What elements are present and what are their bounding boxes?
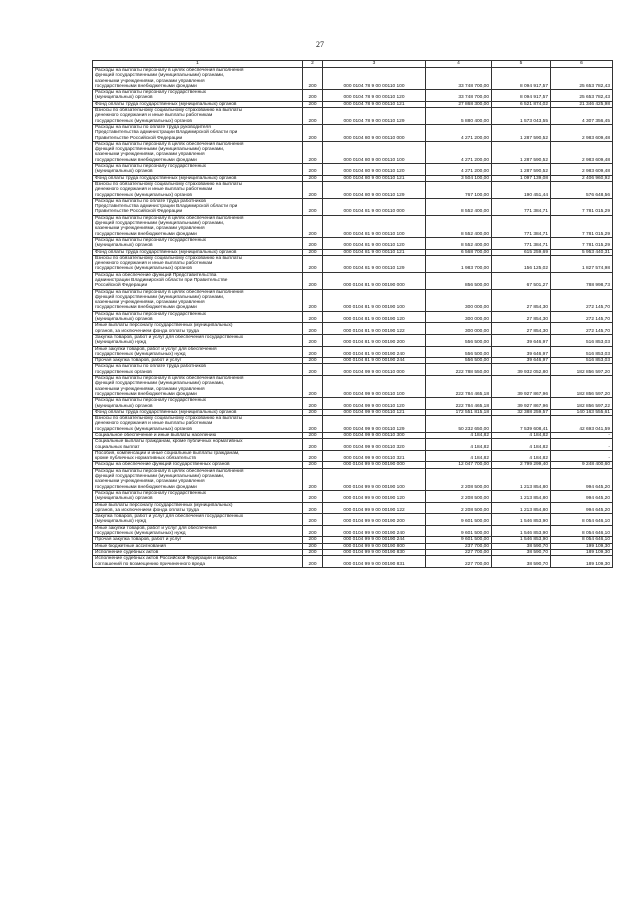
- line-code-cell: 200: [303, 462, 323, 468]
- executed-amount-cell: 39 646,97: [492, 358, 551, 364]
- table-row: [93, 249, 613, 255]
- approved-amount-cell: 227 700,00: [426, 549, 492, 555]
- executed-amount-cell: 38 590,70: [492, 549, 551, 555]
- executed-amount-cell: 1 546 853,90: [492, 514, 551, 526]
- table-row: [93, 311, 613, 323]
- line-code-cell: 200: [303, 249, 323, 255]
- unexecuted-amount-cell: 788 998,73: [551, 272, 613, 289]
- expense-description-cell: Пособия, компенсации и иные социальные выплаты гражданам, кроме публичных нормативных обязательств: [93, 450, 303, 462]
- expense-description-cell: Фонд оплаты труда государственных (муниципальных) органов: [93, 249, 303, 255]
- budget-classification-code-cell: 000 0104 81 9 00 00110 129: [323, 255, 426, 272]
- line-code-cell: 200: [303, 255, 323, 272]
- executed-amount-cell: 39 932 052,80: [492, 364, 551, 376]
- budget-classification-code-cell: 000 0104 81 9 00 00110 100: [323, 215, 426, 237]
- approved-amount-cell: 4 271 200,00: [426, 124, 492, 141]
- table-row: [93, 346, 613, 358]
- expense-description-cell: Расходы на выплаты персоналу в целях обеспечения выполнения функций государственными (муниципальными) органами, казенными учреждениями, органами управления государственными внебюджетными фондами: [93, 141, 303, 163]
- expense-description-cell: Прочая закупка товаров, работ и услуг: [93, 358, 303, 364]
- table-row: [93, 537, 613, 543]
- executed-amount-cell: 39 927 867,96: [492, 398, 551, 410]
- approved-amount-cell: 4 184,82: [426, 450, 492, 462]
- executed-amount-cell: 67 501,27: [492, 272, 551, 289]
- executed-amount-cell: 27 854,30: [492, 289, 551, 311]
- executed-amount-cell: 39 927 867,96: [492, 376, 551, 398]
- line-code-cell: 200: [303, 549, 323, 555]
- header-row: [93, 61, 613, 68]
- expense-description-cell: Расходы на выплаты персоналу в целях обеспечения выполнения функций государственными (муниципальными) органами, казенными учреждениями, органами управления государственными внебюджетными фондами: [93, 68, 303, 90]
- executed-amount-cell: 1 213 854,80: [492, 490, 551, 502]
- approved-amount-cell: 9 601 500,00: [426, 525, 492, 537]
- table-row: [93, 416, 613, 433]
- table-row: [93, 90, 613, 102]
- approved-amount-cell: 300 000,00: [426, 311, 492, 323]
- budget-classification-code-cell: 000 0104 80 9 00 00110 100: [323, 141, 426, 163]
- budget-classification-code-cell: 000 0104 78 9 00 00110 120: [323, 90, 426, 102]
- table-row: [93, 364, 613, 376]
- budget-classification-code-cell: 000 0104 99 9 00 00110 129: [323, 416, 426, 433]
- unexecuted-amount-cell: 9 248 400,60: [551, 462, 613, 468]
- budget-classification-code-cell: 000 0104 80 9 00 00110 129: [323, 181, 426, 198]
- budget-classification-code-cell: 000 0104 80 9 00 00110 121: [323, 175, 426, 181]
- unexecuted-amount-cell: -: [551, 433, 613, 439]
- unexecuted-amount-cell: 1 827 574,98: [551, 255, 613, 272]
- executed-amount-cell: 27 854,30: [492, 323, 551, 335]
- unexecuted-amount-cell: 516 853,03: [551, 346, 613, 358]
- approved-amount-cell: 300 000,00: [426, 323, 492, 335]
- table-row: [93, 450, 613, 462]
- header-cell-4: 4: [426, 61, 492, 68]
- table-row: [93, 468, 613, 490]
- budget-classification-code-cell: 000 0104 80 9 00 00110 120: [323, 164, 426, 176]
- expense-description-cell: Социальные выплаты гражданам, кроме публичных нормативных социальных выплат: [93, 439, 303, 451]
- line-code-cell: 200: [303, 433, 323, 439]
- budget-classification-code-cell: 000 0104 99 9 00 00110 121: [323, 409, 426, 415]
- unexecuted-amount-cell: 21 346 425,98: [551, 101, 613, 107]
- approved-amount-cell: 172 551 815,18: [426, 409, 492, 415]
- expense-description-cell: Иные закупки товаров, работ и услуг для обеспечения государственных (муниципальных) нужд: [93, 525, 303, 537]
- expense-description-cell: Иные закупки товаров, работ и услуг для обеспечения государственных (муниципальных) нужд: [93, 346, 303, 358]
- unexecuted-amount-cell: 2 983 609,48: [551, 124, 613, 141]
- table-row: [93, 175, 613, 181]
- approved-amount-cell: 3 504 100,00: [426, 175, 492, 181]
- approved-amount-cell: 12 047 700,00: [426, 462, 492, 468]
- executed-amount-cell: 1 573 043,55: [492, 108, 551, 125]
- expense-description-cell: Расходы на выплаты персоналу государственных (муниципальных) органов: [93, 490, 303, 502]
- unexecuted-amount-cell: 576 648,56: [551, 181, 613, 198]
- table-row: [93, 108, 613, 125]
- table-row: [93, 289, 613, 311]
- executed-amount-cell: 4 184,82: [492, 439, 551, 451]
- approved-amount-cell: 8 552 400,00: [426, 198, 492, 215]
- approved-amount-cell: 1 983 700,00: [426, 255, 492, 272]
- line-code-cell: 200: [303, 525, 323, 537]
- budget-classification-code-cell: 000 0104 99 9 00 00190 000: [323, 462, 426, 468]
- budget-classification-code-cell: 000 0104 99 9 00 00110 320: [323, 439, 426, 451]
- budget-classification-code-cell: 000 0104 99 9 00 00190 122: [323, 502, 426, 514]
- expense-description-cell: Фонд оплаты труда государственных (муниципальных) органов: [93, 101, 303, 107]
- approved-amount-cell: 4 184,82: [426, 433, 492, 439]
- table-row: [93, 490, 613, 502]
- executed-amount-cell: 27 854,30: [492, 311, 551, 323]
- table-row: [93, 358, 613, 364]
- approved-amount-cell: 9 601 500,00: [426, 537, 492, 543]
- expense-description-cell: Расходы на обеспечение функций Представительства администрации Владимирской области при Правительстве Российской Федерации: [93, 272, 303, 289]
- line-code-cell: 200: [303, 334, 323, 346]
- table-row: [93, 556, 613, 568]
- table-row: [93, 334, 613, 346]
- unexecuted-amount-cell: 2 983 609,48: [551, 141, 613, 163]
- expense-description-cell: Расходы на обеспечение функций государственных органов: [93, 462, 303, 468]
- table-row: [93, 68, 613, 90]
- approved-amount-cell: 227 700,00: [426, 556, 492, 568]
- expense-description-cell: Взносы по обязательному социальному страхованию на выплаты денежного содержания и иные выплаты работникам государственных (муниципальных) органов: [93, 416, 303, 433]
- budget-classification-code-cell: 000 0104 78 9 00 00110 100: [323, 68, 426, 90]
- line-code-cell: 200: [303, 358, 323, 364]
- expense-description-cell: Взносы по обязательному социальному страхованию на выплаты денежного содержания и иные выплаты работникам государственных (муниципальных) органов: [93, 108, 303, 125]
- unexecuted-amount-cell: 516 853,03: [551, 358, 613, 364]
- budget-classification-code-cell: 000 0104 99 9 00 00110 000: [323, 364, 426, 376]
- expense-description-cell: Расходы на выплаты персоналу государственных (муниципальных) органов: [93, 311, 303, 323]
- budget-classification-code-cell: 000 0104 99 9 00 00110 120: [323, 398, 426, 410]
- unexecuted-amount-cell: 25 653 782,43: [551, 90, 613, 102]
- table-row: [93, 439, 613, 451]
- table-row: [93, 376, 613, 398]
- executed-amount-cell: 1 213 854,80: [492, 502, 551, 514]
- expense-description-cell: Взносы по обязательному социальному страхованию на выплаты денежного содержания и иные выплаты работникам государственных (муниципальных) органов: [93, 255, 303, 272]
- budget-classification-code-cell: 000 0104 99 9 00 00190 244: [323, 537, 426, 543]
- expense-description-cell: Расходы на выплаты персоналу государственных (муниципальных) органов: [93, 90, 303, 102]
- unexecuted-amount-cell: 182 856 597,20: [551, 376, 613, 398]
- expense-description-cell: Иные выплаты персоналу государственных (муниципальных) органов, за исключением фонда оплаты труда: [93, 502, 303, 514]
- header-cell-5: 5: [492, 61, 551, 68]
- budget-classification-code-cell: 000 0104 99 9 00 00190 830: [323, 549, 426, 555]
- budget-classification-code-cell: 000 0104 81 9 00 00110 121: [323, 249, 426, 255]
- unexecuted-amount-cell: 5 953 440,31: [551, 249, 613, 255]
- line-code-cell: 200: [303, 450, 323, 462]
- table-row: [93, 215, 613, 237]
- approved-amount-cell: 33 748 700,00: [426, 68, 492, 90]
- approved-amount-cell: 856 500,00: [426, 272, 492, 289]
- approved-amount-cell: 9 601 500,00: [426, 514, 492, 526]
- budget-classification-code-cell: 000 0104 81 9 00 00190 244: [323, 358, 426, 364]
- expense-description-cell: Расходы на выплаты персоналу в целях обеспечения выполнения функций государственными (муниципальными) органами, казенными учреждениями, органами управления государственными внебюджетными фондами: [93, 376, 303, 398]
- header-cell-2: 2: [303, 61, 323, 68]
- table-row: [93, 198, 613, 215]
- line-code-cell: 200: [303, 108, 323, 125]
- unexecuted-amount-cell: 2 983 609,48: [551, 164, 613, 176]
- unexecuted-amount-cell: 272 145,70: [551, 323, 613, 335]
- executed-amount-cell: 1 287 590,52: [492, 141, 551, 163]
- approved-amount-cell: 222 788 550,00: [426, 364, 492, 376]
- approved-amount-cell: 50 232 650,00: [426, 416, 492, 433]
- table-row: [93, 141, 613, 163]
- line-code-cell: 200: [303, 124, 323, 141]
- table-row: [93, 237, 613, 249]
- expense-description-cell: Фонд оплаты труда государственных (муниципальных) органов: [93, 175, 303, 181]
- expense-description-cell: Расходы на выплаты персоналу государственных (муниципальных) органов: [93, 164, 303, 176]
- expense-description-cell: Расходы на выплаты по оплате труда работников Представительства администрации Владимирской области при Правительстве Российской Федерации: [93, 198, 303, 215]
- line-code-cell: 200: [303, 376, 323, 398]
- table-row: [93, 502, 613, 514]
- executed-amount-cell: 8 094 917,57: [492, 68, 551, 90]
- unexecuted-amount-cell: 182 856 597,22: [551, 398, 613, 410]
- header-cell-6: 6: [551, 61, 613, 68]
- line-code-cell: 200: [303, 468, 323, 490]
- approved-amount-cell: 222 784 465,18: [426, 398, 492, 410]
- unexecuted-amount-cell: 199 109,30: [551, 543, 613, 549]
- unexecuted-amount-cell: 516 853,03: [551, 334, 613, 346]
- budget-classification-code-cell: 000 0104 81 9 00 00110 120: [323, 237, 426, 249]
- unexecuted-amount-cell: 994 645,20: [551, 502, 613, 514]
- expense-description-cell: Расходы на выплаты персоналу в целях обеспечения выполнения функций государственными (муниципальными) органами, казенными учреждениями, органами управления государственными внебюджетными фондами: [93, 289, 303, 311]
- line-code-cell: 200: [303, 490, 323, 502]
- unexecuted-amount-cell: 189 109,30: [551, 549, 613, 555]
- executed-amount-cell: 2 799 299,40: [492, 462, 551, 468]
- approved-amount-cell: 2 208 500,00: [426, 490, 492, 502]
- expense-description-cell: Иные бюджетные ассигнования: [93, 543, 303, 549]
- executed-amount-cell: 771 384,71: [492, 237, 551, 249]
- expense-description-cell: Расходы на выплаты по оплате труда руководителя Представительства администрации Владимирской области при Правительстве Российской Федерации: [93, 124, 303, 141]
- unexecuted-amount-cell: 7 781 015,29: [551, 237, 613, 249]
- unexecuted-amount-cell: 7 781 015,29: [551, 215, 613, 237]
- executed-amount-cell: 615 259,69: [492, 249, 551, 255]
- line-code-cell: 200: [303, 556, 323, 568]
- expense-description-cell: Расходы на выплаты персоналу государственных (муниципальных) органов: [93, 398, 303, 410]
- budget-classification-code-cell: 000 0104 99 9 00 00110 300: [323, 433, 426, 439]
- expense-description-cell: Прочая закупка товаров, работ и услуг: [93, 537, 303, 543]
- line-code-cell: 200: [303, 543, 323, 549]
- executed-amount-cell: 1 287 590,52: [492, 164, 551, 176]
- executed-amount-cell: 1 546 853,90: [492, 525, 551, 537]
- executed-amount-cell: 38 590,70: [492, 556, 551, 568]
- expense-description-cell: Исполнение судебных актов Российской Федерации и мировых соглашений по возмещению причиненного вреда: [93, 556, 303, 568]
- table-row: [93, 525, 613, 537]
- expense-description-cell: Социальное обеспечение и иные выплаты населению: [93, 433, 303, 439]
- budget-classification-code-cell: 000 0104 81 9 00 00190 200: [323, 334, 426, 346]
- approved-amount-cell: 556 500,00: [426, 346, 492, 358]
- expense-description-cell: Расходы на выплаты персоналу государственных (муниципальных) органов: [93, 237, 303, 249]
- table-row: [93, 255, 613, 272]
- line-code-cell: 200: [303, 215, 323, 237]
- unexecuted-amount-cell: 189 109,30: [551, 556, 613, 568]
- executed-amount-cell: 771 384,71: [492, 215, 551, 237]
- unexecuted-amount-cell: 994 645,20: [551, 468, 613, 490]
- budget-classification-code-cell: 000 0104 99 9 00 00190 240: [323, 525, 426, 537]
- budget-classification-code-cell: 000 0104 78 9 00 00110 129: [323, 108, 426, 125]
- executed-amount-cell: 1 546 853,90: [492, 537, 551, 543]
- budget-classification-code-cell: 000 0104 81 9 00 00190 122: [323, 323, 426, 335]
- header-cell-3: 3: [323, 61, 426, 68]
- unexecuted-amount-cell: 8 054 646,10: [551, 525, 613, 537]
- approved-amount-cell: 4 271 200,00: [426, 141, 492, 163]
- expense-description-cell: Взносы по обязательному социальному страхованию на выплаты денежного содержания и иные выплаты работникам государственных (муниципальных) органов: [93, 181, 303, 198]
- approved-amount-cell: 300 000,00: [426, 289, 492, 311]
- unexecuted-amount-cell: -: [551, 439, 613, 451]
- line-code-cell: 200: [303, 181, 323, 198]
- budget-classification-code-cell: 000 0104 81 9 00 00190 240: [323, 346, 426, 358]
- table-row: [93, 164, 613, 176]
- table-row: [93, 272, 613, 289]
- executed-amount-cell: 156 125,02: [492, 255, 551, 272]
- approved-amount-cell: 6 568 700,00: [426, 249, 492, 255]
- line-code-cell: 200: [303, 90, 323, 102]
- table-row: [93, 462, 613, 468]
- table-row: [93, 101, 613, 107]
- line-code-cell: 200: [303, 175, 323, 181]
- budget-classification-code-cell: 000 0104 99 9 00 00190 120: [323, 490, 426, 502]
- unexecuted-amount-cell: 994 645,20: [551, 490, 613, 502]
- expense-description-cell: Фонд оплаты труда государственных (муниципальных) органов: [93, 409, 303, 415]
- line-code-cell: 200: [303, 364, 323, 376]
- line-code-cell: 200: [303, 311, 323, 323]
- page-number: 27: [316, 40, 324, 49]
- approved-amount-cell: 27 868 300,00: [426, 101, 492, 107]
- approved-amount-cell: 237 700,00: [426, 543, 492, 549]
- expense-description-cell: Расходы на выплаты персоналу в целях обеспечения выполнения функций государственными (муниципальными) органами, казенными учреждениями, органами управления государственными внебюджетными фондами: [93, 468, 303, 490]
- table-row: [93, 514, 613, 526]
- table-row: [93, 124, 613, 141]
- approved-amount-cell: 556 500,00: [426, 358, 492, 364]
- budget-classification-code-cell: 000 0104 99 9 00 00110 100: [323, 376, 426, 398]
- line-code-cell: 200: [303, 346, 323, 358]
- unexecuted-amount-cell: 25 653 782,43: [551, 68, 613, 90]
- expense-description-cell: Исполнение судебных актов: [93, 549, 303, 555]
- table-row: [93, 409, 613, 415]
- line-code-cell: 200: [303, 439, 323, 451]
- approved-amount-cell: 4 271 200,00: [426, 164, 492, 176]
- unexecuted-amount-cell: 42 693 041,59: [551, 416, 613, 433]
- unexecuted-amount-cell: 140 163 555,61: [551, 409, 613, 415]
- budget-classification-code-cell: 000 0104 81 9 00 00190 100: [323, 289, 426, 311]
- unexecuted-amount-cell: 8 054 646,10: [551, 514, 613, 526]
- approved-amount-cell: 8 552 400,00: [426, 215, 492, 237]
- line-code-cell: 200: [303, 164, 323, 176]
- budget-classification-code-cell: 000 0104 81 9 00 00190 120: [323, 311, 426, 323]
- line-code-cell: 200: [303, 198, 323, 215]
- executed-amount-cell: 6 521 874,02: [492, 101, 551, 107]
- budget-classification-code-cell: 000 0104 80 9 00 00110 000: [323, 124, 426, 141]
- executed-amount-cell: 190 451,44: [492, 181, 551, 198]
- unexecuted-amount-cell: 272 145,70: [551, 289, 613, 311]
- table-row: [93, 181, 613, 198]
- approved-amount-cell: 222 784 465,18: [426, 376, 492, 398]
- approved-amount-cell: 8 552 400,00: [426, 237, 492, 249]
- executed-amount-cell: 1 097 139,08: [492, 175, 551, 181]
- line-code-cell: 200: [303, 416, 323, 433]
- unexecuted-amount-cell: 182 856 597,20: [551, 364, 613, 376]
- line-code-cell: 200: [303, 289, 323, 311]
- executed-amount-cell: 8 094 917,57: [492, 90, 551, 102]
- unexecuted-amount-cell: 8 054 646,10: [551, 537, 613, 543]
- unexecuted-amount-cell: 2 406 960,92: [551, 175, 613, 181]
- unexecuted-amount-cell: 7 781 015,29: [551, 198, 613, 215]
- line-code-cell: 200: [303, 141, 323, 163]
- line-code-cell: 200: [303, 68, 323, 90]
- executed-amount-cell: 7 539 608,41: [492, 416, 551, 433]
- executed-amount-cell: 1 213 854,80: [492, 468, 551, 490]
- table-row: [93, 433, 613, 439]
- executed-amount-cell: 4 184,82: [492, 450, 551, 462]
- expense-description-cell: Закупка товаров, работ и услуг для обеспечения государственных (муниципальных) нужд: [93, 334, 303, 346]
- executed-amount-cell: 38 590,70: [492, 543, 551, 549]
- budget-classification-code-cell: 000 0104 81 9 00 00190 000: [323, 272, 426, 289]
- table-row: [93, 398, 613, 410]
- approved-amount-cell: 2 208 500,00: [426, 468, 492, 490]
- header-cell-1: 1: [93, 61, 303, 68]
- line-code-cell: 200: [303, 101, 323, 107]
- line-code-cell: 200: [303, 323, 323, 335]
- approved-amount-cell: 767 100,00: [426, 181, 492, 198]
- line-code-cell: 200: [303, 409, 323, 415]
- executed-amount-cell: 39 646,97: [492, 334, 551, 346]
- executed-amount-cell: 39 646,97: [492, 346, 551, 358]
- table-row: [93, 323, 613, 335]
- expense-description-cell: Расходы на выплаты персоналу в целях обеспечения выполнения функций государственными (муниципальными) органами, казенными учреждениями, органами управления государственными внебюджетными фондами: [93, 215, 303, 237]
- approved-amount-cell: 5 880 400,00: [426, 108, 492, 125]
- budget-classification-code-cell: 000 0104 99 9 00 00190 831: [323, 556, 426, 568]
- budget-classification-code-cell: 000 0104 81 9 00 00110 000: [323, 198, 426, 215]
- line-code-cell: 200: [303, 537, 323, 543]
- budget-classification-code-cell: 000 0104 99 9 00 00110 321: [323, 450, 426, 462]
- budget-classification-code-cell: 000 0104 78 9 00 00110 121: [323, 101, 426, 107]
- budget-classification-code-cell: 000 0104 99 9 00 00190 100: [323, 468, 426, 490]
- unexecuted-amount-cell: 4 307 356,45: [551, 108, 613, 125]
- budget-classification-code-cell: 000 0104 99 9 00 00190 200: [323, 514, 426, 526]
- expense-description-cell: Иные выплаты персоналу государственных (муниципальных) органов, за исключением фонда оплаты труда: [93, 323, 303, 335]
- line-code-cell: 200: [303, 272, 323, 289]
- approved-amount-cell: 556 500,00: [426, 334, 492, 346]
- unexecuted-amount-cell: 272 145,70: [551, 311, 613, 323]
- approved-amount-cell: 33 748 700,00: [426, 90, 492, 102]
- budget-table: [92, 60, 613, 568]
- expense-description-cell: Расходы на выплаты по оплате труда работников государственных органов: [93, 364, 303, 376]
- table-body: [93, 68, 613, 568]
- expense-description-cell: Закупка товаров, работ и услуг для обеспечения государственных (муниципальных) нужд: [93, 514, 303, 526]
- line-code-cell: 200: [303, 514, 323, 526]
- approved-amount-cell: 2 208 500,00: [426, 502, 492, 514]
- executed-amount-cell: 4 184,82: [492, 433, 551, 439]
- unexecuted-amount-cell: -: [551, 450, 613, 462]
- executed-amount-cell: 32 388 259,57: [492, 409, 551, 415]
- executed-amount-cell: 1 287 590,52: [492, 124, 551, 141]
- line-code-cell: 200: [303, 502, 323, 514]
- budget-classification-code-cell: 000 0104 99 9 00 00190 800: [323, 543, 426, 549]
- approved-amount-cell: 4 184,82: [426, 439, 492, 451]
- line-code-cell: 200: [303, 398, 323, 410]
- executed-amount-cell: 771 384,71: [492, 198, 551, 215]
- line-code-cell: 200: [303, 237, 323, 249]
